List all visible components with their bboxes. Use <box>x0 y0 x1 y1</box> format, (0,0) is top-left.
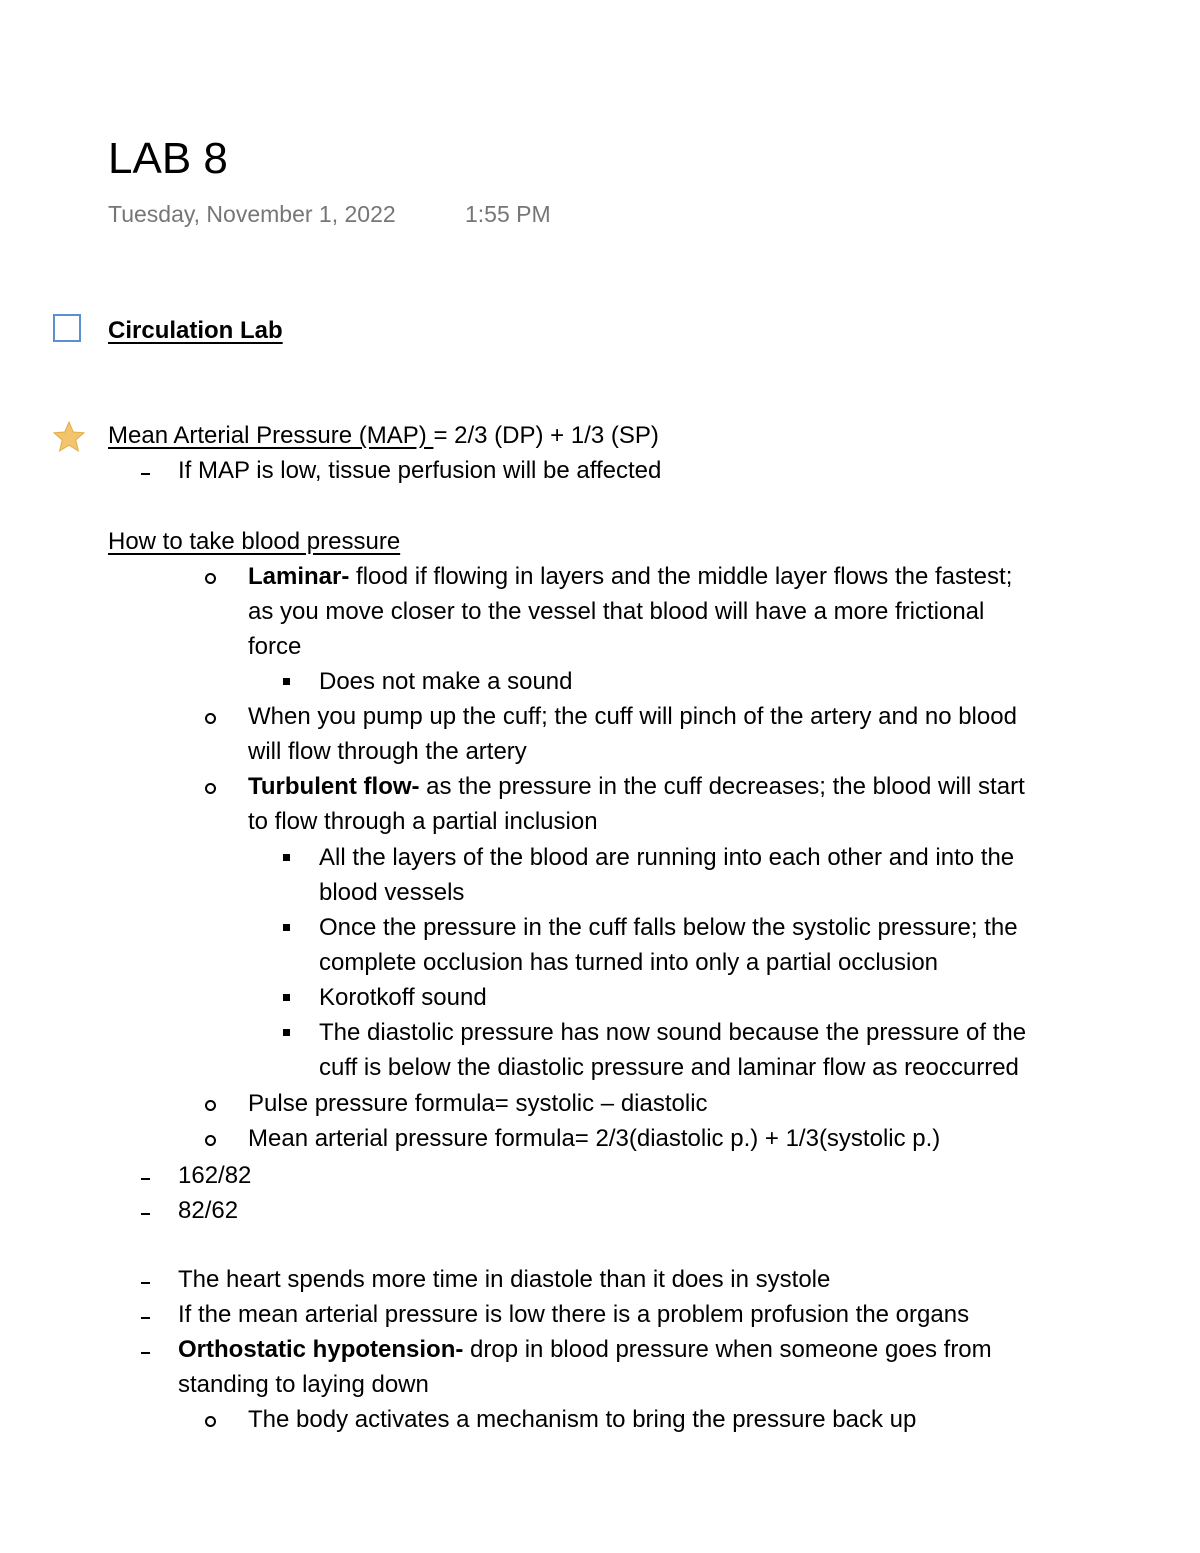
turbulent-text: as the pressure in the cuff decreases; the blood will start <box>419 773 1025 800</box>
laminar-text: flood if flowing in layers and the middle layer flows the fastest; <box>349 563 1013 590</box>
list-item: The diastolic pressure has now sound because the pressure of the <box>319 1019 1027 1046</box>
map-definition <box>108 418 659 453</box>
list-item: The heart spends more time in diastole than it does in systole <box>178 1266 831 1293</box>
list-item-continuation: force <box>248 633 302 660</box>
page-date: Tuesday, November 1, 2022 <box>108 201 396 227</box>
section-heading: How to take blood pressure <box>108 528 401 555</box>
dash-bullet <box>141 1317 150 1319</box>
list-item: 82/62 <box>178 1197 239 1224</box>
circle-bullet <box>205 713 216 724</box>
term-orthostatic: Orthostatic hypotension- <box>178 1336 464 1363</box>
dash-bullet <box>141 473 150 475</box>
circle-bullet <box>205 1416 216 1427</box>
square-bullet <box>283 854 290 861</box>
list-item: When you pump up the cuff; the cuff will pinch of the artery and no blood <box>248 703 1017 730</box>
dash-bullet <box>141 1213 150 1215</box>
term-laminar: Laminar- <box>248 563 350 590</box>
map-formula: = 2/3 (DP) + 1/3 (SP) <box>433 422 659 449</box>
circle-bullet <box>205 1100 216 1111</box>
orthostatic-text: drop in blood pressure when someone goes from <box>463 1336 992 1363</box>
list-item-continuation: blood vessels <box>319 879 465 906</box>
list-item: Once the pressure in the cuff falls below the systolic pressure; the <box>319 914 1018 941</box>
dash-bullet <box>141 1352 150 1354</box>
list-item-continuation: cuff is below the diastolic pressure and laminar flow as reoccurred <box>319 1054 1019 1081</box>
map-term: Mean Arterial Pressure (MAP) <box>108 422 434 449</box>
page-time: 1:55 PM <box>465 201 551 227</box>
list-item-continuation: standing to laying down <box>178 1371 429 1398</box>
list-item <box>248 769 1025 804</box>
list-item: The body activates a mechanism to bring the pressure back up <box>248 1406 917 1433</box>
square-bullet <box>283 994 290 1001</box>
todo-label: Circulation Lab <box>108 317 283 344</box>
square-bullet <box>283 1029 290 1036</box>
page-title: LAB 8 <box>108 134 228 183</box>
dash-bullet <box>141 1178 150 1180</box>
term-turbulent: Turbulent flow- <box>248 773 420 800</box>
list-item <box>178 1332 992 1367</box>
circle-bullet <box>205 573 216 584</box>
list-item-continuation: as you move closer to the vessel that blood will have a more frictional <box>248 598 985 625</box>
list-item: Mean arterial pressure formula= 2/3(diastolic p.) + 1/3(systolic p.) <box>248 1125 941 1152</box>
list-item: All the layers of the blood are running into each other and into the <box>319 844 1015 871</box>
list-item: 162/82 <box>178 1162 252 1189</box>
circle-bullet <box>205 1135 216 1146</box>
checkbox-icon[interactable] <box>53 314 81 342</box>
list-item: Pulse pressure formula= systolic – diastolic <box>248 1090 708 1117</box>
page-datetime <box>108 199 551 229</box>
list-item: If the mean arterial pressure is low there is a problem profusion the organs <box>178 1301 970 1328</box>
list-item <box>248 559 1012 594</box>
circle-bullet <box>205 783 216 794</box>
list-item: If MAP is low, tissue perfusion will be affected <box>178 457 662 484</box>
list-item-continuation: to flow through a partial inclusion <box>248 808 598 835</box>
square-bullet <box>283 678 290 685</box>
square-bullet <box>283 924 290 931</box>
list-item-continuation: complete occlusion has turned into only a partial occlusion <box>319 949 939 976</box>
list-item-continuation: will flow through the artery <box>248 738 527 765</box>
list-item: Does not make a sound <box>319 668 573 695</box>
dash-bullet <box>141 1282 150 1284</box>
star-icon <box>52 420 86 454</box>
list-item: Korotkoff sound <box>319 984 487 1011</box>
